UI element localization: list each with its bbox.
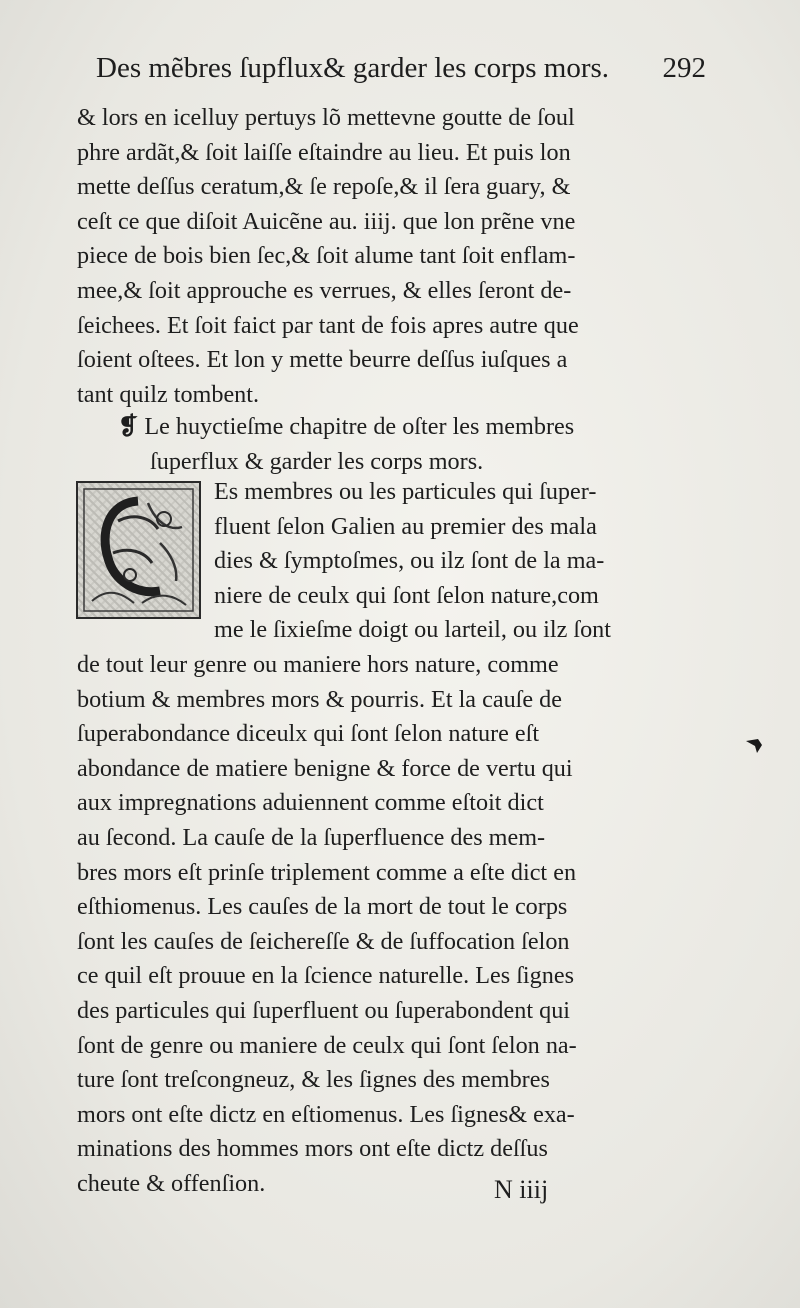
paragraph-2 [77, 648, 697, 1202]
text-line: me le ſixieſme doigt ou larteil, ou ilz ſont [214, 616, 611, 644]
text-line: mors ont eſte dictz en eſtiomenus. Les ſignes& exa- [77, 1100, 575, 1128]
text-line: des particules qui ſuperfluent ou ſuperabondent qui [77, 996, 571, 1024]
running-title: Des mẽbres ſupflux& garder les corps mors. [96, 52, 610, 84]
text-line: abondance de matiere benigne & force de vertu qui [77, 754, 573, 782]
text-line: fluent ſelon Galien au premier des mala [214, 512, 597, 540]
text-line: bres mors eſt prinſe triplement comme a eſte dict en [77, 858, 577, 886]
text-line: & lors en icelluy pertuys lõ mettevne goutte de ſoul [77, 104, 575, 131]
text-line: tant quilz tombent. [77, 380, 260, 408]
text-line: phre ardãt,& ſoit laiſſe eſtaindre au lieu. Et puis lon [77, 138, 571, 166]
drop-cap-paragraph [214, 475, 698, 648]
text-line: dies & ſymptoſmes, ou ilz ſont de la ma- [214, 547, 605, 575]
running-header [96, 52, 706, 85]
decorated-initial-icon [76, 481, 201, 619]
paragraph-1 [77, 101, 697, 412]
text-line: botium & membres mors & pourris. Et la cauſe de [77, 685, 562, 713]
text-line: ſuperabondance diceulx qui ſont ſelon nature eſt [77, 720, 540, 748]
chapter-heading [118, 410, 698, 479]
text-line: ce quil eſt prouue en la ſcience naturelle. Les ſignes [77, 962, 574, 990]
chapter-title-line-2: ſuperflux & garder les corps mors. [150, 447, 484, 475]
text-line: aux impregnations aduiennent comme eſtoit dict [77, 789, 544, 817]
text-line: piece de bois bien ſec,& ſoit alume tant ſoit enflam- [77, 242, 576, 270]
pilcrow-mark: ❡ [118, 413, 139, 440]
text-line: ceſt ce que diſoit Auicẽne au. iiij. que lon prẽne vne [77, 207, 576, 235]
text-line: ſont de genre ou maniere de ceulx qui ſont ſelon na- [77, 1031, 577, 1059]
page-number: 292 [662, 52, 706, 84]
text-line: mette deſſus ceratum,& ſe repoſe,& il ſera guary, & [77, 173, 571, 201]
text-line: ture ſont treſcongneuz, & les ſignes des membres [77, 1066, 550, 1094]
initial-ornament-icon [78, 483, 199, 617]
text-line: Es membres ou les particules qui ſuper- [214, 478, 597, 505]
signature-mark: N iiij [494, 1175, 549, 1204]
text-line: minations des hommes mors ont eſte dictz deſſus [77, 1135, 548, 1163]
text-line: ſeichees. Et ſoit faict par tant de fois apres autre que [77, 311, 579, 339]
text-line: ſoient oſtees. Et lon y mette beurre deſſus iuſques a [77, 346, 568, 374]
text-line: de tout leur genre ou maniere hors nature, comme [77, 651, 559, 678]
text-line: niere de ceulx qui ſont ſelon nature,com [214, 581, 599, 609]
text-line: au ſecond. La cauſe de la ſuperfluence des mem- [77, 823, 546, 851]
text-line: ſont les cauſes de ſeichereſſe & de ſuffocation ſelon [77, 927, 570, 955]
text-line: eſthiomenus. Les cauſes de la mort de tout le corps [77, 893, 568, 921]
ink-blot-icon [744, 738, 764, 754]
text-line: mee,& ſoit approuche es verrues, & elles ſeront de- [77, 276, 572, 304]
chapter-title-line-1: Le huyctieſme chapitre de oſter les membres [144, 413, 575, 440]
text-line: cheute & offenſion. [77, 1169, 266, 1197]
